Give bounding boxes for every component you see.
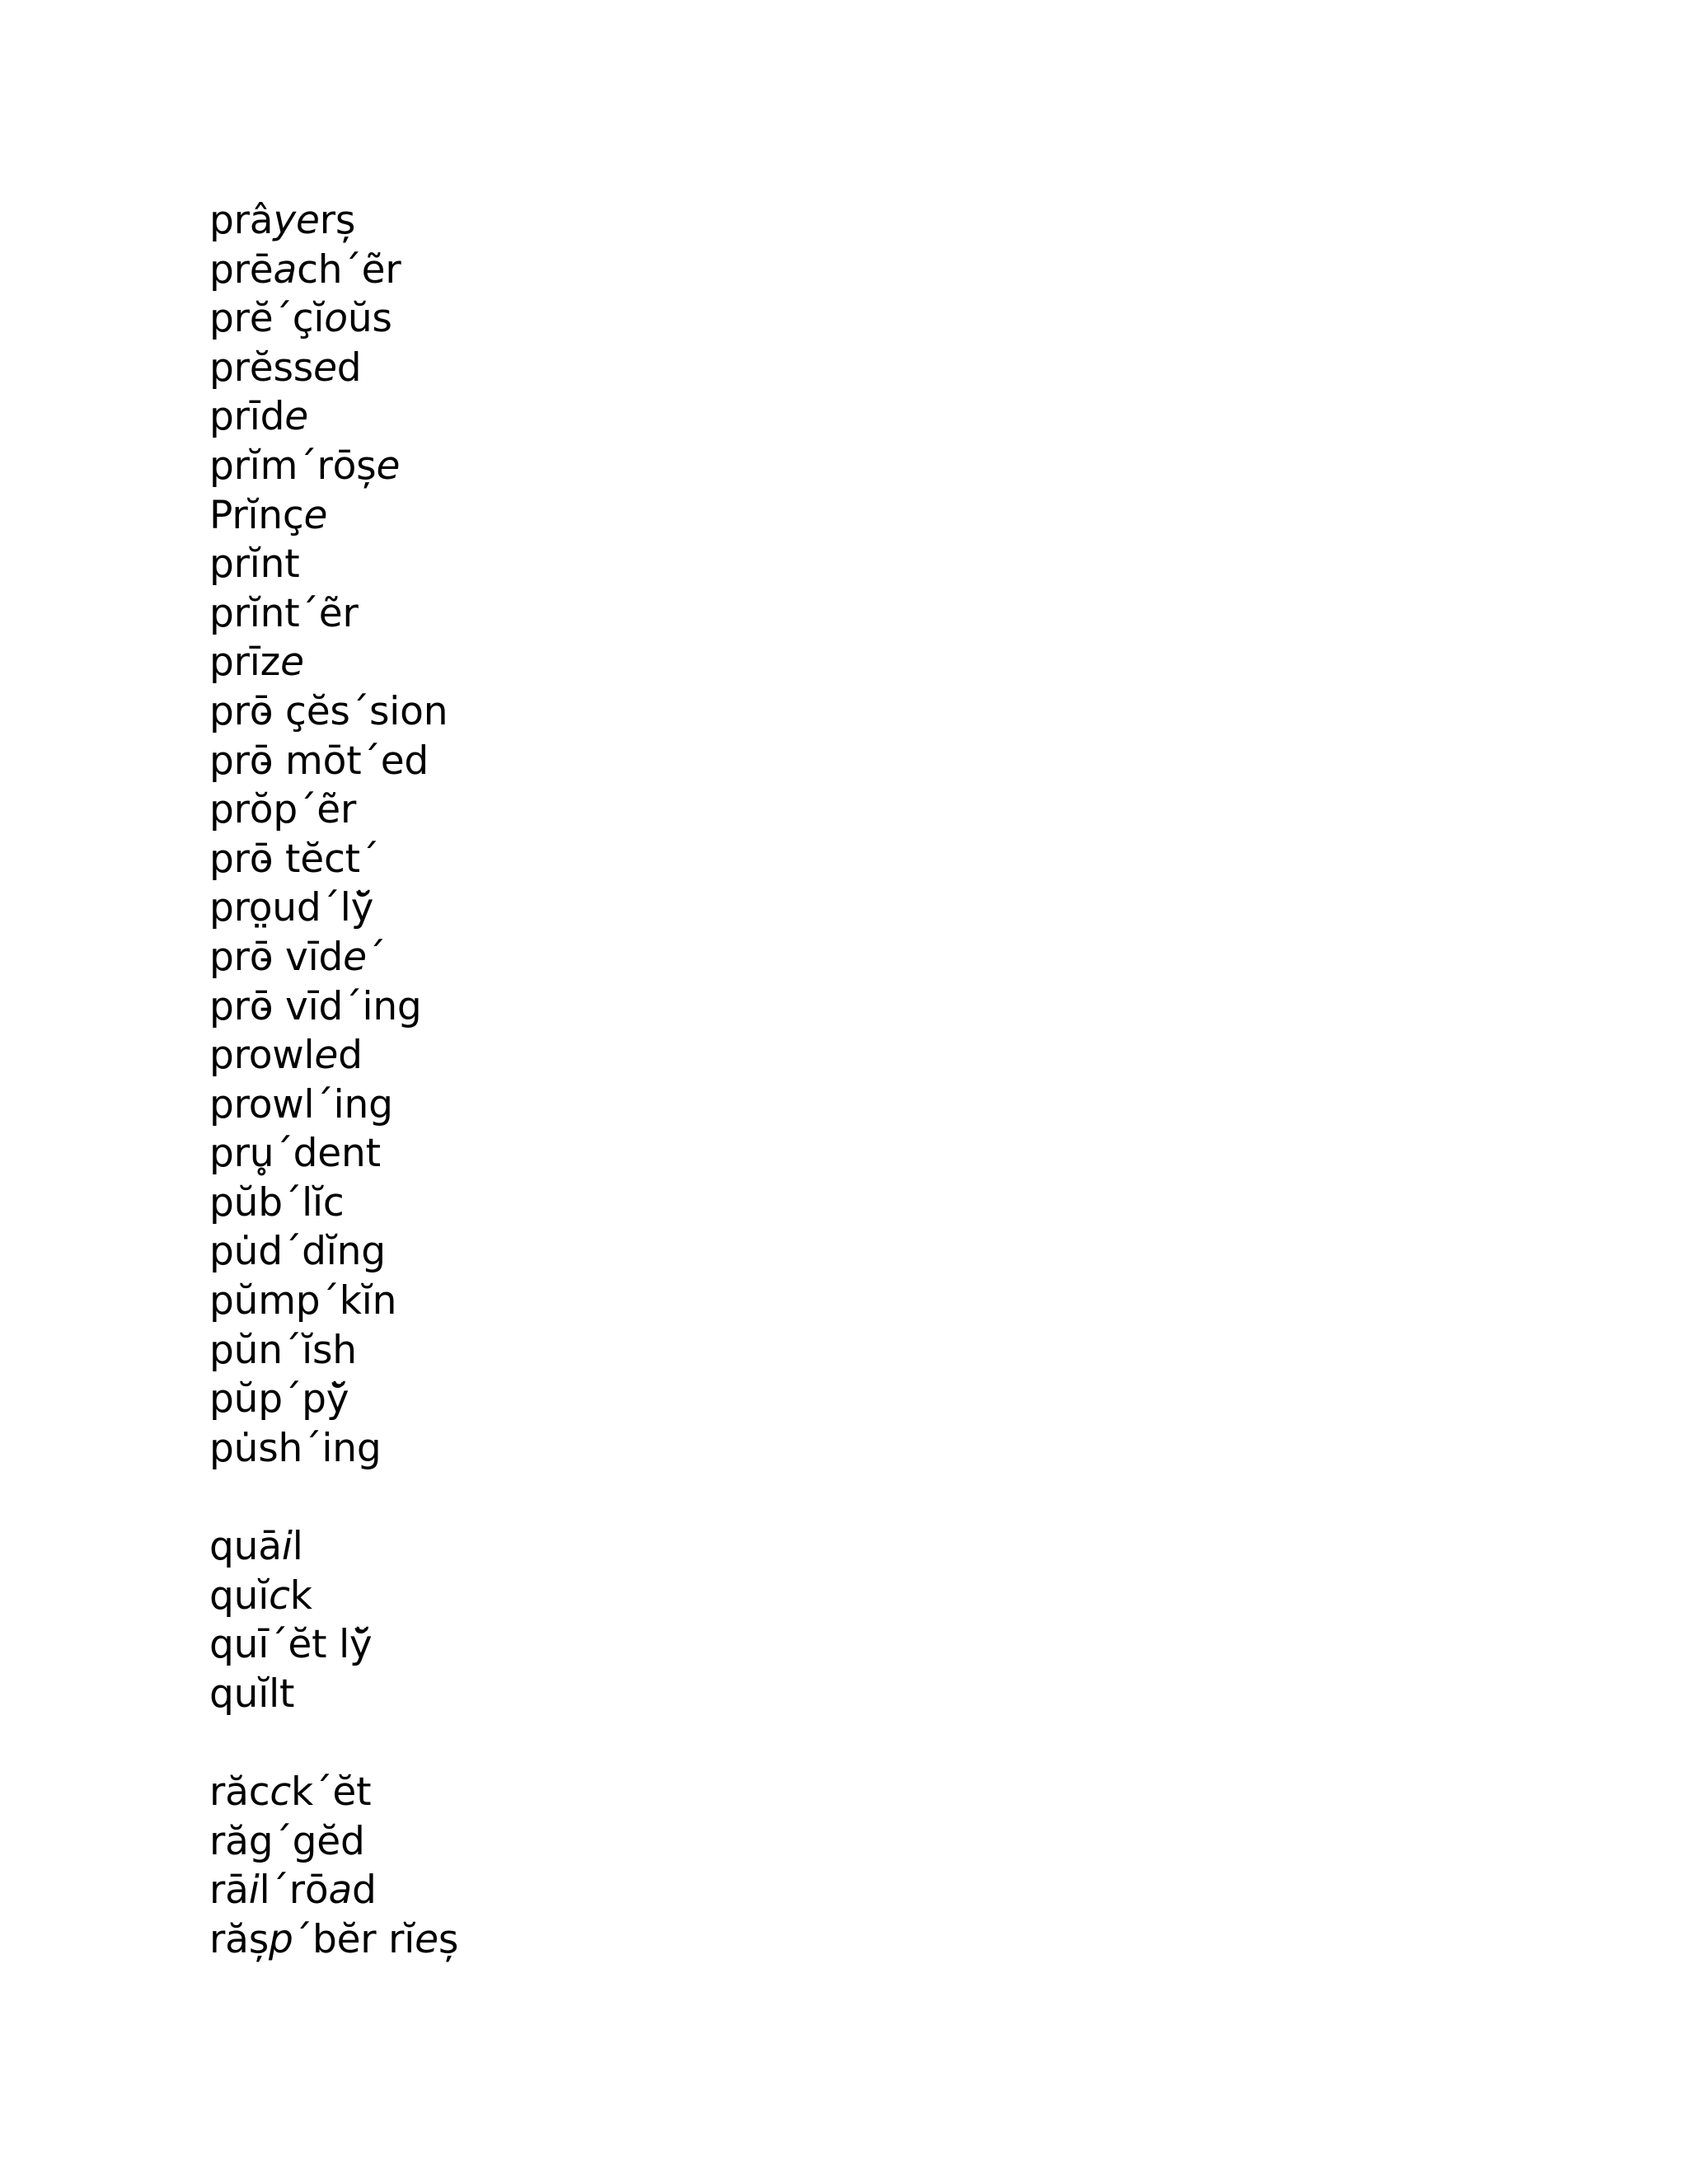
word-entry: prĕssed xyxy=(209,344,362,391)
word-entry: quĭlt xyxy=(209,1671,295,1717)
word-entry: prō̵ vīde´ xyxy=(209,934,387,980)
word-entry: prō̵ tĕct´ xyxy=(209,836,380,882)
word-entry: prĕ´çĭoŭs xyxy=(209,296,392,342)
word-entry: pu̇d´dĭng xyxy=(209,1229,386,1275)
word-entry: prâyerș xyxy=(209,198,356,243)
word-entry: prīde xyxy=(209,394,308,440)
word-entry: pŭp´pў̆ xyxy=(209,1376,349,1422)
group-spacer xyxy=(209,1718,951,1768)
word-entry: prō̵ mōt´ed xyxy=(209,738,429,784)
word-entry: pŭb´lĭc xyxy=(209,1179,345,1226)
word-entry: quĭck xyxy=(209,1572,312,1619)
word-entry: pŭmp´kĭn xyxy=(209,1278,397,1324)
word-entry: prō̵ çĕs´sion xyxy=(209,688,448,734)
word-entry: prĭnt´ẽr xyxy=(209,590,359,636)
word-entry: Prĭnçe xyxy=(209,492,328,538)
word-entry: rāil´rōad xyxy=(209,1868,377,1914)
word-entry: quāil xyxy=(209,1524,303,1570)
word-entry: pro̤ud´lў̆ xyxy=(209,885,374,931)
word-entry: prĭm´rōșe xyxy=(209,443,401,489)
word-list xyxy=(209,196,951,1964)
word-entry: rășp´bĕr rĭeș xyxy=(209,1916,459,1962)
word-entry: prēach´ẽr xyxy=(209,246,401,293)
word-entry: prowl´ing xyxy=(209,1081,393,1127)
word-entry: pru̥´dent xyxy=(209,1131,381,1177)
word-entry: prŏp´ẽr xyxy=(209,787,357,833)
word-entry: quī´ĕt lў̆ xyxy=(209,1622,373,1668)
group-spacer xyxy=(209,1473,951,1522)
word-entry: răcck´ĕt xyxy=(209,1769,372,1815)
word-entry: pu̇sh´ing xyxy=(209,1425,382,1471)
word-entry: prīze xyxy=(209,640,304,686)
word-entry: prĭnt xyxy=(209,541,300,588)
word-entry: pŭn´ĭsh xyxy=(209,1327,357,1373)
word-entry: prowled xyxy=(209,1033,363,1079)
word-entry: prō̵ vīd´ing xyxy=(209,983,422,1029)
word-entry: răg´gĕd xyxy=(209,1818,365,1864)
